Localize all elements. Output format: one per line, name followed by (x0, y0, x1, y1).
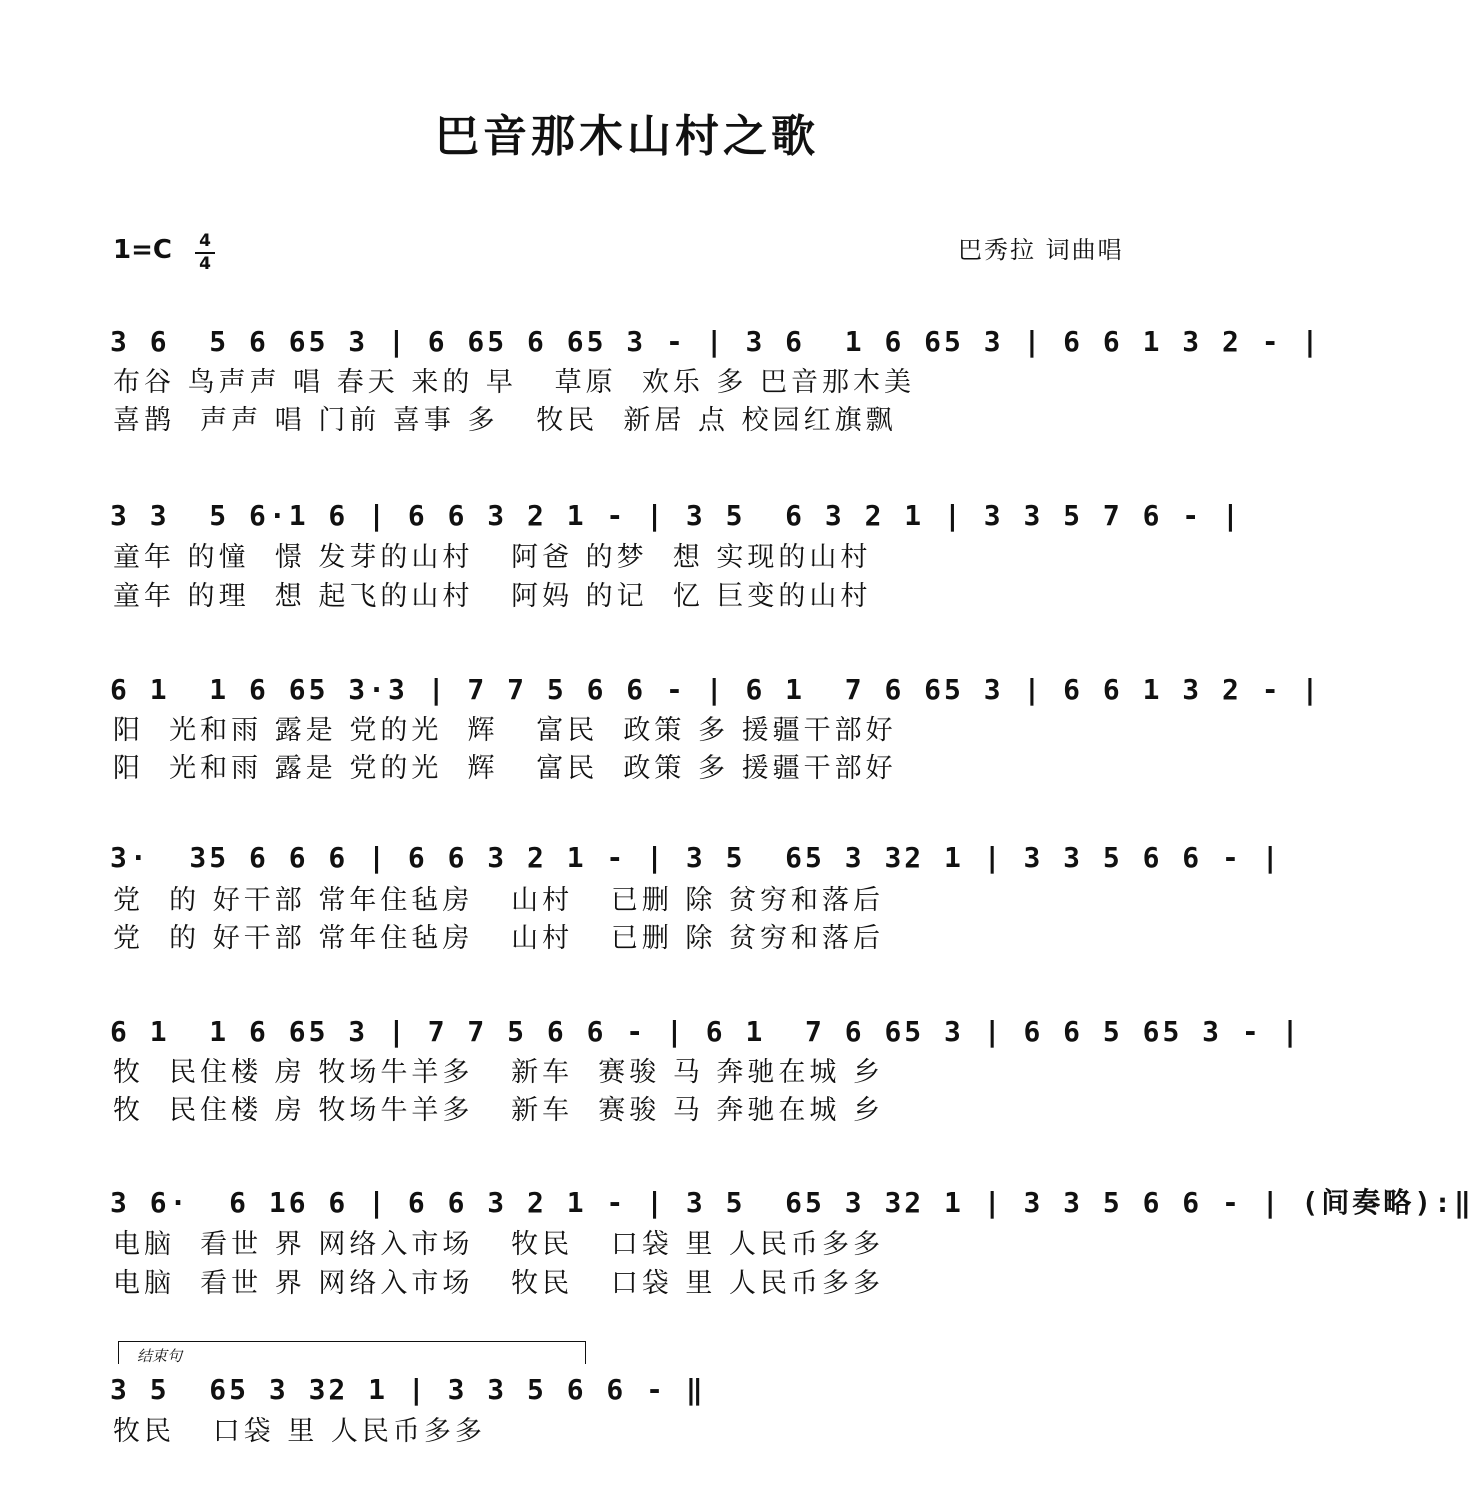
ending-lyric: 牧民 口袋 里 人民币多多 (113, 1416, 486, 1447)
notation-line: 3 3 5 6·1 6 | 6 6 3 2 1 - | 3 5 6 3 2 1 | 3 3 5 7 6 - | (110, 499, 1242, 532)
lyric-verse-2: 喜鹊 声声 唱 门前 喜事 多 牧民 新居 点 校园红旗飘 (113, 405, 897, 436)
notation-line: 3 6· 6 16 6 | 6 6 3 2 1 - | 3 5 65 3 32 1 | 3 3 5 6 6 - | (间奏略):‖ (110, 1186, 1474, 1219)
time-signature (195, 232, 215, 274)
notation-line: 6 1 1 6 65 3·3 | 7 7 5 6 6 - | 6 1 7 6 65 3 | 6 6 1 3 2 - | (110, 673, 1322, 706)
lyric-verse-1: 牧 民住楼 房 牧场牛羊多 新车 赛骏 马 奔驰在城 乡 (113, 1057, 884, 1088)
lyric-verse-2: 牧 民住楼 房 牧场牛羊多 新车 赛骏 马 奔驰在城 乡 (113, 1095, 884, 1126)
time-signature-bottom: 4 (199, 254, 211, 274)
ending-label: 结束句 (137, 1347, 183, 1365)
notation-line: 3· 35 6 6 6 | 6 6 3 2 1 - | 3 5 65 3 32 1 | 3 3 5 6 6 - | (110, 841, 1282, 874)
lyric-verse-2: 电脑 看世 界 网络入市场 牧民 口袋 里 人民币多多 (113, 1268, 884, 1299)
song-title: 巴音那木山村之歌 (435, 111, 819, 162)
lyric-verse-1: 布谷 鸟声声 唱 春天 来的 早 草原 欢乐 多 巴音那木美 (113, 367, 915, 398)
lyric-verse-1: 童年 的憧 憬 发芽的山村 阿爸 的梦 想 实现的山村 (113, 542, 872, 573)
notation-line: 3 6 5 6 65 3 | 6 65 6 65 3 - | 3 6 1 6 65 3 | 6 6 1 3 2 - | (110, 325, 1322, 358)
lyric-verse-2: 党 的 好干部 常年住毡房 山村 已删 除 贫穷和落后 (113, 923, 884, 954)
lyric-verse-1: 党 的 好干部 常年住毡房 山村 已删 除 贫穷和落后 (113, 885, 884, 916)
credit-line: 巴秀拉 词曲唱 (958, 236, 1124, 264)
lyric-verse-2: 童年 的理 想 起飞的山村 阿妈 的记 忆 巨变的山村 (113, 581, 872, 612)
time-signature-top: 4 (199, 231, 211, 251)
ending-bracket (118, 1341, 586, 1364)
lyric-verse-1: 电脑 看世 界 网络入市场 牧民 口袋 里 人民币多多 (113, 1229, 884, 1260)
lyric-verse-2: 阳 光和雨 露是 党的光 辉 富民 政策 多 援疆干部好 (113, 753, 897, 784)
ending-notation-line: 3 5 65 3 32 1 | 3 3 5 6 6 - ‖ (110, 1373, 706, 1406)
key-signature: 1=C (113, 235, 172, 265)
lyric-verse-1: 阳 光和雨 露是 党的光 辉 富民 政策 多 援疆干部好 (113, 715, 897, 746)
notation-line: 6 1 1 6 65 3 | 7 7 5 6 6 - | 6 1 7 6 65 3 | 6 6 5 65 3 - | (110, 1015, 1302, 1048)
